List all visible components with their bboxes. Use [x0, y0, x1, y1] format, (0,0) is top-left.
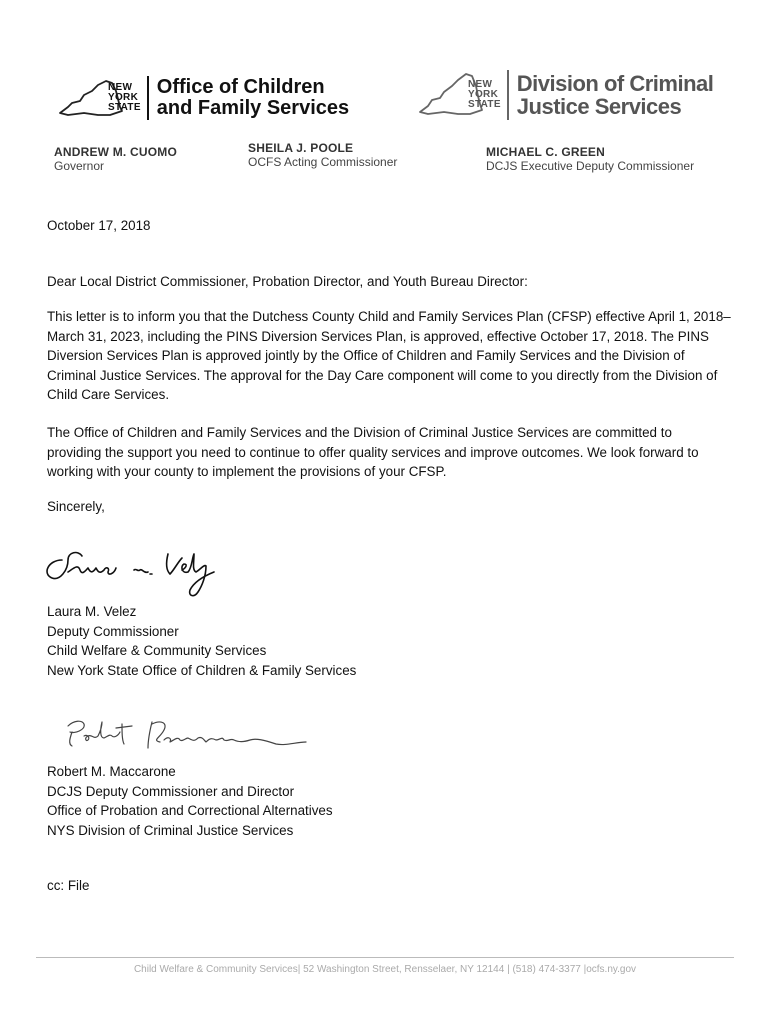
- closing: Sincerely,: [47, 499, 105, 514]
- footer-divider: [36, 957, 734, 958]
- signer-department: Office of Probation and Correctional Alternatives: [47, 803, 333, 818]
- ocfs-agency-name: Office of Children and Family Services: [156, 76, 350, 119]
- signature-laura-velez: [38, 540, 238, 604]
- footer-contact: Child Welfare & Community Services| 52 Washington Street, Rensselaer, NY 12144 | (518) 474-3377 |ocfs.ny.gov: [133, 964, 637, 975]
- official-dcjs-commissioner: MICHAEL C. GREEN DCJS Executive Deputy Commissioner: [486, 145, 695, 173]
- paragraph-approval: This letter is to inform you that the Dutchess County Child and Family Services Plan (CFSP) effective April 1, 2018–March 31, 2023, including the PINS Diversion Services Plan, is approved, effective October 17, 2018. The PINS Diversion Services Plan is approved jointly by the Office of Children and Family Services and the Division of Criminal Justice Services. The approval for the Day Care component will come to you directly from the Division of Child Care Services.: [47, 309, 731, 402]
- letter-date: October 17, 2018: [47, 218, 151, 233]
- ocfs-logo: NEW YORK STATE Office of Children and Family Services: [58, 76, 349, 120]
- signer-2-block: [47, 762, 333, 840]
- official-governor: ANDREW M. CUOMO Governor: [54, 145, 177, 173]
- signature-robert-maccarone: [60, 712, 310, 756]
- paragraph-commitment: The Office of Children and Family Services and the Division of Criminal Justice Services are committed to providing the support you need to continue to offer quality services and improve outcomes. We look forward to working with your county to implement the provisions of your CFSP.: [47, 425, 699, 479]
- salutation: Dear Local District Commissioner, Probation Director, and Youth Bureau Director:: [47, 274, 528, 289]
- logo-divider: [147, 76, 149, 120]
- signer-name: Robert M. Maccarone: [47, 764, 176, 779]
- cc-line: cc: File: [47, 878, 90, 893]
- signer-name: Laura M. Velez: [47, 604, 137, 619]
- dcjs-agency-name: Division of Criminal Justice Services: [516, 70, 714, 119]
- logo-divider: [507, 70, 509, 120]
- signer-1-block: [47, 602, 356, 680]
- signer-title: DCJS Deputy Commissioner and Director: [47, 783, 295, 799]
- official-ocfs-commissioner: SHEILA J. POOLE OCFS Acting Commissioner: [248, 141, 398, 169]
- signer-department: Child Welfare & Community Services: [47, 643, 267, 658]
- signer-agency: NYS Division of Criminal Justice Services: [47, 822, 294, 838]
- signer-title: Deputy Commissioner: [47, 623, 179, 639]
- signer-agency: New York State Office of Children & Family Services: [47, 662, 357, 678]
- dcjs-logo: NEW YORK STATE Division of Criminal Justice Services: [418, 70, 713, 120]
